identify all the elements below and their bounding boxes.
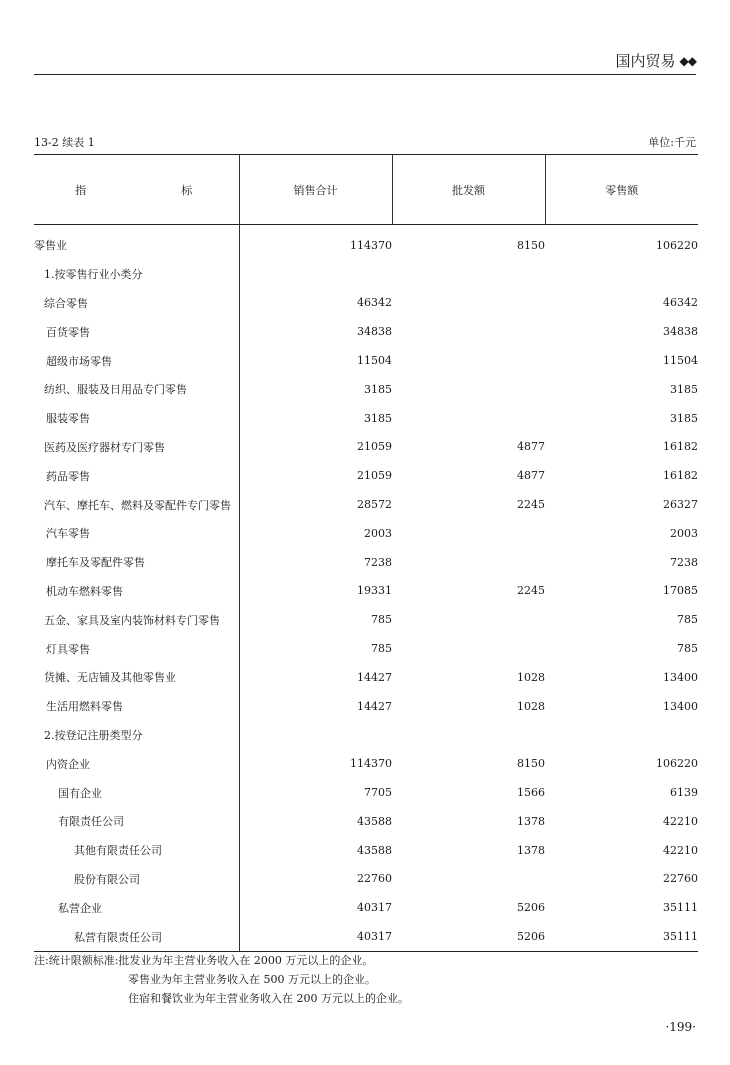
- cell-total: 2003: [364, 526, 392, 540]
- section-title: 国内贸易: [615, 52, 676, 70]
- table-row: [34, 692, 698, 721]
- cell-retail: 26327: [663, 498, 698, 512]
- row-label: 纺织、服装及日用品专门零售: [34, 375, 239, 404]
- running-header: [616, 50, 696, 71]
- cell-total: 3185: [364, 411, 392, 425]
- column-header-indicator: 指 标: [34, 155, 239, 225]
- cell-retail: 34838: [663, 325, 698, 339]
- table-body: [34, 225, 698, 952]
- cell-total: 21059: [357, 440, 392, 454]
- cell-wholesale: 1378: [517, 814, 545, 828]
- cell-total: 21059: [357, 469, 392, 483]
- table-row: [34, 721, 698, 750]
- row-label: 机动车燃料零售: [34, 577, 239, 606]
- footnote-line: 注:统计限额标准:批发业为年主营业务收入在 2000 万元以上的企业。: [34, 954, 374, 967]
- row-label: 零售业: [34, 225, 239, 260]
- table-row: [34, 605, 698, 634]
- cell-retail: 35111: [663, 901, 698, 915]
- cell-total: 7238: [364, 555, 392, 569]
- cell-total: [239, 260, 392, 289]
- cell-retail: 16182: [663, 469, 698, 483]
- cell-wholesale: 1566: [517, 786, 545, 800]
- cell-total: 19331: [357, 584, 392, 598]
- cell-retail: 22760: [663, 872, 698, 886]
- table-row: [34, 663, 698, 692]
- cell-wholesale: [392, 548, 545, 577]
- table-row: [34, 225, 698, 260]
- cell-total: 785: [371, 613, 392, 627]
- cell-retail: 42210: [663, 814, 698, 828]
- cell-wholesale: [392, 317, 545, 346]
- cell-total: 114370: [350, 757, 392, 771]
- cell-retail: 17085: [663, 584, 698, 598]
- table-id: 13-2 续表 1: [34, 136, 95, 149]
- row-label: 货摊、无店铺及其他零售业: [34, 663, 239, 692]
- column-header-retail: 零售额: [545, 155, 698, 225]
- cell-wholesale: 1378: [517, 843, 545, 857]
- row-label: 1.按零售行业小类分: [34, 260, 239, 289]
- footnote-line: 住宿和餐饮业为年主营业务收入在 200 万元以上的企业。: [128, 992, 409, 1005]
- cell-wholesale: 1028: [517, 699, 545, 713]
- table-row: [34, 548, 698, 577]
- footnotes: [34, 951, 409, 1008]
- data-table: [34, 154, 698, 952]
- cell-retail: 11504: [663, 354, 698, 368]
- header-rule: [34, 74, 696, 75]
- cell-retail: 2003: [670, 526, 698, 540]
- cell-total: 28572: [357, 498, 392, 512]
- table-row: [34, 490, 698, 519]
- cell-total: 22760: [357, 872, 392, 886]
- table-row: [34, 865, 698, 894]
- table-row: [34, 260, 698, 289]
- page-number: ·199·: [665, 1020, 696, 1034]
- cell-wholesale: [392, 519, 545, 548]
- table-row: [34, 519, 698, 548]
- cell-wholesale: [392, 289, 545, 318]
- cell-retail: 106220: [656, 757, 698, 771]
- cell-retail: 7238: [670, 555, 698, 569]
- cell-total: 14427: [357, 670, 392, 684]
- table-row: [34, 836, 698, 865]
- cell-retail: 13400: [663, 699, 698, 713]
- row-label: 五金、家具及室内装饰材料专门零售: [34, 605, 239, 634]
- cell-wholesale: [392, 721, 545, 750]
- cell-wholesale: [392, 865, 545, 894]
- table-row: [34, 807, 698, 836]
- cell-wholesale: 5206: [392, 922, 545, 951]
- cell-total: 40317: [357, 901, 392, 915]
- cell-wholesale: 2245: [517, 584, 545, 598]
- cell-wholesale: [392, 260, 545, 289]
- cell-wholesale: 4877: [517, 440, 545, 454]
- table-header-row: [34, 155, 698, 225]
- cell-retail: 16182: [663, 440, 698, 454]
- cell-retail: [545, 260, 698, 289]
- row-label: 国有企业: [34, 778, 239, 807]
- table-row: [34, 375, 698, 404]
- row-label: 超级市场零售: [34, 346, 239, 375]
- table-row: [34, 289, 698, 318]
- cell-total: 40317: [239, 922, 392, 951]
- cell-total: 3185: [364, 382, 392, 396]
- row-label: 股份有限公司: [34, 865, 239, 894]
- cell-retail: 6139: [670, 786, 698, 800]
- column-header-total: 销售合计: [239, 155, 392, 225]
- cell-retail: 3185: [670, 411, 698, 425]
- cell-retail: 46342: [663, 296, 698, 310]
- cell-wholesale: [392, 346, 545, 375]
- cell-wholesale: 4877: [517, 469, 545, 483]
- cell-wholesale: [392, 605, 545, 634]
- row-label: 内资企业: [34, 749, 239, 778]
- cell-retail: 35111: [545, 922, 698, 951]
- cell-total: 785: [371, 642, 392, 656]
- table-row: [34, 346, 698, 375]
- cell-wholesale: 8150: [517, 238, 545, 252]
- cell-wholesale: [392, 404, 545, 433]
- table-row: [34, 922, 698, 951]
- cell-retail: 3185: [670, 382, 698, 396]
- cell-total: [239, 721, 392, 750]
- cell-total: 11504: [357, 354, 392, 368]
- row-label: 医药及医疗器材专门零售: [34, 433, 239, 462]
- cell-retail: 106220: [656, 238, 698, 252]
- cell-retail: 13400: [663, 670, 698, 684]
- cell-total: 14427: [357, 699, 392, 713]
- row-label: 2.按登记注册类型分: [34, 721, 239, 750]
- row-label: 药品零售: [34, 461, 239, 490]
- row-label: 摩托车及零配件零售: [34, 548, 239, 577]
- cell-retail: 785: [677, 613, 698, 627]
- table-row: [34, 749, 698, 778]
- table-row: [34, 778, 698, 807]
- diamond-ornament-icon: ◆◆: [679, 53, 696, 68]
- row-label: 汽车零售: [34, 519, 239, 548]
- cell-wholesale: 1028: [517, 670, 545, 684]
- table-row: [34, 634, 698, 663]
- row-label: 汽车、摩托车、燃料及零配件专门零售: [34, 490, 239, 519]
- cell-total: 43588: [357, 814, 392, 828]
- footnote-line: 零售业为年主营业务收入在 500 万元以上的企业。: [128, 973, 376, 986]
- unit-label: 单位:千元: [648, 136, 696, 149]
- cell-total: 46342: [357, 296, 392, 310]
- table-row: [34, 893, 698, 922]
- table-row: [34, 577, 698, 606]
- table-row: [34, 317, 698, 346]
- cell-retail: 785: [677, 642, 698, 656]
- table-row: [34, 461, 698, 490]
- row-label: 有限责任公司: [34, 807, 239, 836]
- row-label: 服装零售: [34, 404, 239, 433]
- row-label: 私营企业: [34, 893, 239, 922]
- cell-retail: [545, 721, 698, 750]
- row-label: 私营有限责任公司: [34, 922, 239, 951]
- cell-total: 34838: [357, 325, 392, 339]
- table-row: [34, 433, 698, 462]
- cell-wholesale: 2245: [517, 498, 545, 512]
- cell-wholesale: [392, 634, 545, 663]
- cell-retail: 42210: [663, 843, 698, 857]
- column-header-wholesale: 批发额: [392, 155, 545, 225]
- table-row: [34, 404, 698, 433]
- cell-total: 7705: [364, 786, 392, 800]
- cell-wholesale: 5206: [517, 901, 545, 915]
- cell-total: 114370: [350, 238, 392, 252]
- row-label: 灯具零售: [34, 634, 239, 663]
- row-label: 百货零售: [34, 317, 239, 346]
- cell-wholesale: [392, 375, 545, 404]
- row-label: 其他有限责任公司: [34, 836, 239, 865]
- cell-total: 43588: [357, 843, 392, 857]
- cell-wholesale: 8150: [517, 757, 545, 771]
- row-label: 综合零售: [34, 289, 239, 318]
- row-label: 生活用燃料零售: [34, 692, 239, 721]
